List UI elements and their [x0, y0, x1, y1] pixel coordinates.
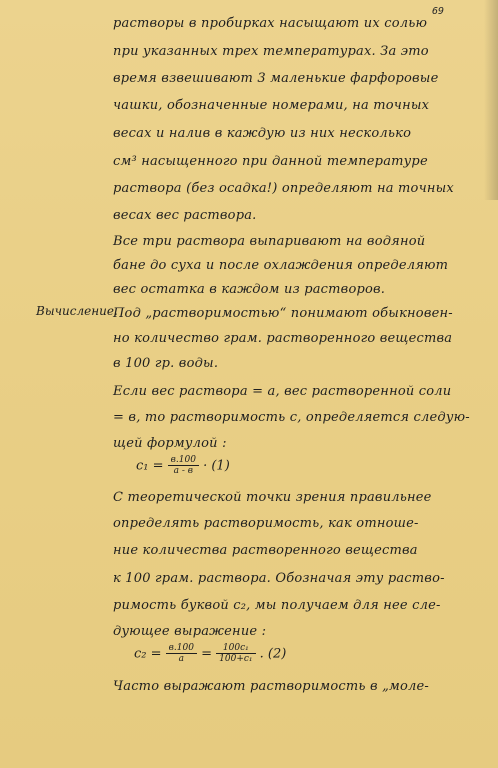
text-line-1: растворы в пробирках насыщают их солью: [113, 16, 428, 31]
text-line-4: чашки, обозначенные номерами, на точных: [113, 98, 430, 113]
text-line-10: бане до суха и после охлаждения определяют: [113, 258, 449, 273]
text-line-6: см³ насыщенного при данной температуре: [113, 154, 428, 169]
formula-2-fraction-b: [216, 643, 255, 665]
formula-2-denominator-a: а: [178, 654, 184, 665]
text-line-2: при указанных трех температурах. За это: [113, 44, 429, 59]
formula-2: [134, 643, 286, 665]
text-line-22: римость буквой с₂, мы получаем для нее сле-: [113, 598, 441, 613]
page-number: 69: [432, 6, 445, 17]
formula-2-equals: =: [201, 646, 212, 662]
page-edge-shadow: [484, 0, 498, 200]
text-line-3: время взвешивают 3 маленькие фарфоровые: [113, 71, 439, 86]
text-line-5: весах и налив в каждую из них несколько: [113, 126, 412, 141]
text-line-18: С теоретической точки зрения правильнее: [113, 490, 432, 505]
formula-1-lhs: c₁ =: [136, 458, 164, 474]
text-line-7: раствора (без осадка!) определяют на точных: [113, 181, 454, 196]
text-line-11: вес остатка в каждом из растворов.: [113, 282, 386, 297]
text-line-20: ние количества растворенного вещества: [113, 543, 418, 558]
text-line-9: Все три раствора выпаривают на водяной: [113, 234, 426, 249]
text-line-19: определять растворимость, как отноше-: [113, 516, 419, 531]
formula-1-numerator: в.100: [168, 455, 199, 466]
text-line-12: Под „растворимостью“ понимают обыкновен-: [113, 306, 453, 321]
text-line-16: = в, то растворимость с, определяется следую-: [113, 410, 470, 425]
margin-heading: Вычисление.: [36, 304, 118, 318]
text-line-24: Часто выражают растворимость в „моле-: [113, 679, 430, 694]
formula-2-label: . (2): [259, 646, 287, 662]
formula-1-denominator: а - в: [173, 466, 193, 477]
text-line-23: дующее выражение :: [113, 624, 267, 639]
formula-2-denominator-b: 100+c₁: [219, 654, 253, 665]
formula-2-lhs: c₂ =: [134, 646, 162, 662]
formula-2-numerator-a: в.100: [166, 643, 197, 654]
formula-1: [136, 455, 230, 477]
formula-1-label: · (1): [203, 458, 230, 474]
text-line-14: в 100 гр. воды.: [113, 356, 219, 371]
formula-2-numerator-b: 100c₁: [216, 643, 255, 654]
text-line-8: весах вес раствора.: [113, 208, 257, 223]
text-line-15: Если вес раствора = а, вес растворенной соли: [113, 384, 452, 399]
text-line-13: но количество грам. растворенного вещества: [113, 331, 453, 346]
formula-2-fraction-a: [166, 643, 197, 665]
text-line-21: к 100 грам. раствора. Обозначая эту раство-: [113, 571, 445, 586]
text-line-17: щей формулой :: [113, 436, 227, 451]
formula-1-fraction: [168, 455, 199, 477]
